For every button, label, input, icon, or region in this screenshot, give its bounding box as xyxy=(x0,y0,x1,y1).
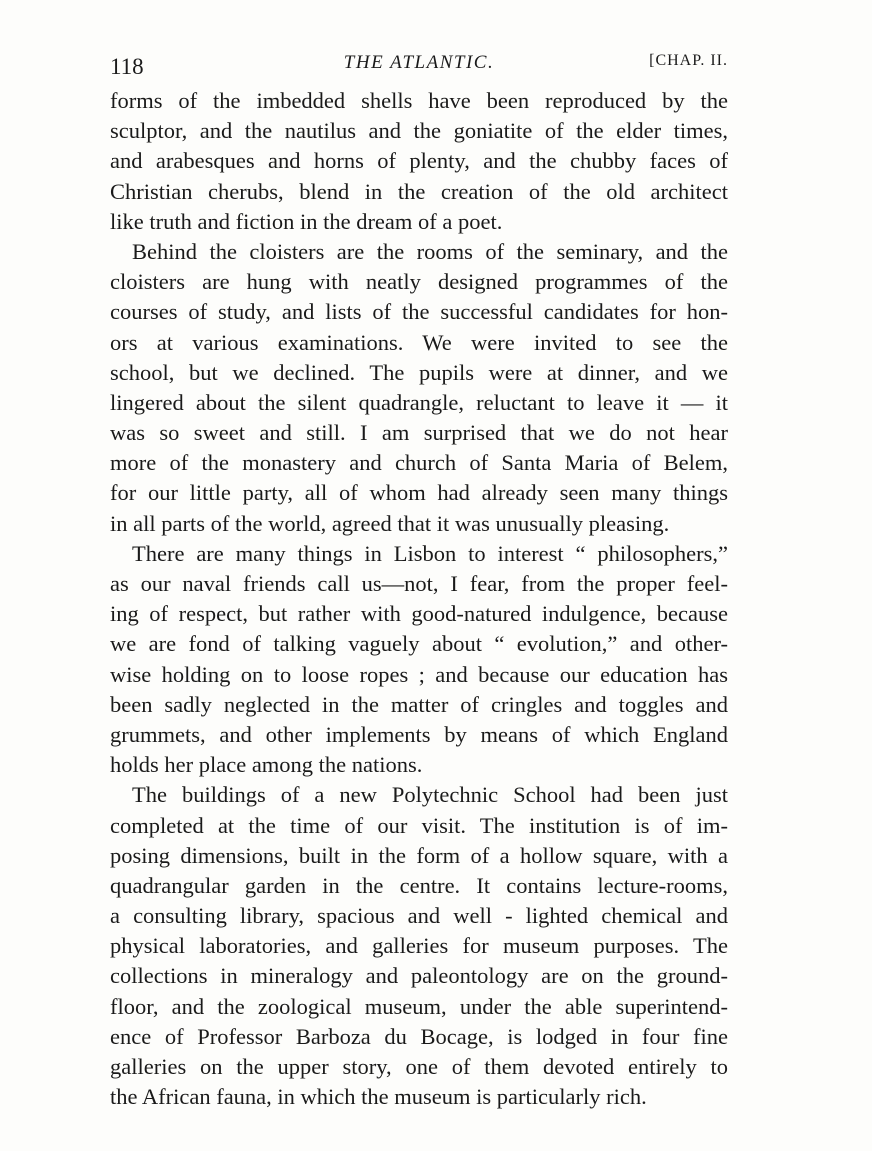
page-number: 118 xyxy=(110,54,144,79)
text-line: and arabesques and horns of plenty, and the chubby faces of xyxy=(110,148,728,174)
text-line: forms of the imbedded shells have been reproduced by the xyxy=(110,88,728,113)
text-line: sculptor, and the nautilus and the goniatite of the elder times, xyxy=(110,118,728,144)
text-line: school, but we declined. The pupils were at dinner, and we xyxy=(110,359,728,385)
text-line: ing of respect, but rather with good-natured indulgence, because xyxy=(110,601,728,627)
text-line: Behind the cloisters are the rooms of the seminary, and the xyxy=(132,238,728,264)
text-line: posing dimensions, built in the form of a hollow square, with a xyxy=(110,842,728,868)
text-line: The buildings of a new Polytechnic School had been just xyxy=(132,782,728,808)
text-line: the African fauna, in which the museum is particularly rich. xyxy=(110,1084,647,1110)
text-line: as our naval friends call us—not, I fear, from the proper feel- xyxy=(110,571,728,596)
text-line: for our little party, all of whom had already seen many things xyxy=(110,480,728,506)
text-line: in all parts of the world, agreed that it was unusually pleasing. xyxy=(110,510,670,536)
text-line: There are many things in Lisbon to interest “ philosophers,” xyxy=(132,540,728,566)
text-line: been sadly neglected in the matter of cringles and toggles and xyxy=(110,691,728,717)
text-line: collections in mineralogy and paleontology are on the ground- xyxy=(110,963,728,989)
text-line: a consulting library, spacious and well - lighted chemical and xyxy=(110,903,728,929)
paragraph xyxy=(110,539,728,781)
paragraph xyxy=(110,237,728,539)
text-line: courses of study, and lists of the successful candidates for hon- xyxy=(110,299,728,325)
running-title: THE ATLANTIC. xyxy=(343,52,495,73)
text-line: ence of Professor Barboza du Bocage, is lodged in four fine xyxy=(110,1023,728,1049)
text-line: wise holding on to loose ropes ; and because our education has xyxy=(110,661,728,687)
text-line: more of the monastery and church of Santa Maria of Belem, xyxy=(110,450,728,476)
page-header xyxy=(110,52,728,82)
text-line: cloisters are hung with neatly designed programmes of the xyxy=(110,269,728,295)
text-line: we are fond of talking vaguely about “ evolution,” and other- xyxy=(110,631,728,657)
text-line: quadrangular garden in the centre. It contains lecture-rooms, xyxy=(110,872,728,898)
text-line: was so sweet and still. I am surprised that we do not hear xyxy=(110,420,728,446)
paragraph xyxy=(110,780,728,1112)
paragraph xyxy=(110,86,728,237)
body-text xyxy=(110,86,728,1112)
text-line: physical laboratories, and galleries for museum purposes. The xyxy=(110,933,728,959)
text-line: ors at various examinations. We were invited to see the xyxy=(110,329,728,355)
text-line: Christian cherubs, blend in the creation of the old architect xyxy=(110,178,728,204)
text-line: floor, and the zoological museum, under the able superintend- xyxy=(110,993,728,1019)
text-line: galleries on the upper story, one of them devoted entirely to xyxy=(110,1054,728,1079)
chapter-label: [CHAP. II. xyxy=(649,52,728,69)
text-line: holds her place among the nations. xyxy=(110,752,423,778)
text-line: like truth and fiction in the dream of a poet. xyxy=(110,208,503,234)
text-line: grummets, and other implements by means of which England xyxy=(110,721,728,747)
text-line: lingered about the silent quadrangle, reluctant to leave it — it xyxy=(110,389,728,415)
text-line: completed at the time of our visit. The institution is of im- xyxy=(110,812,728,838)
